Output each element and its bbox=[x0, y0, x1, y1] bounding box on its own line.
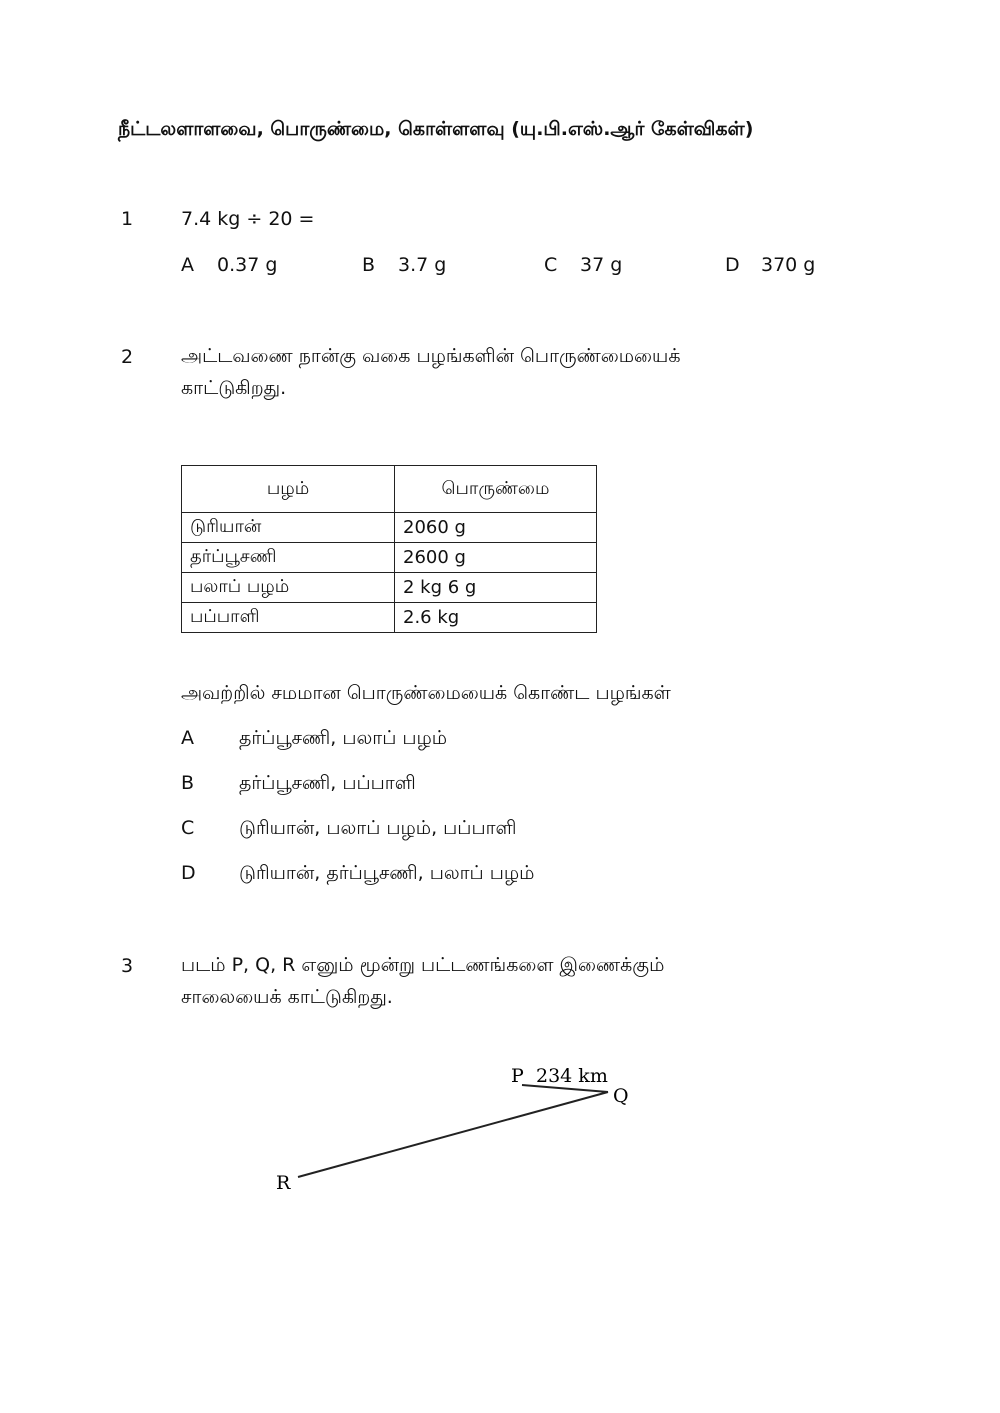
option-letter: A bbox=[181, 727, 194, 749]
road-diagram bbox=[270, 1045, 640, 1205]
table-row bbox=[182, 603, 597, 633]
option-letter: D bbox=[181, 862, 196, 884]
q1-option-d[interactable] bbox=[725, 254, 815, 276]
question-3-line-1: படம் P, Q, R எனும் மூன்று பட்டணங்களை இணைக்கும் bbox=[181, 954, 665, 976]
q2-option-b[interactable] bbox=[181, 772, 416, 797]
question-1-text: 7.4 kg ÷ 20 = bbox=[181, 208, 315, 230]
table-row bbox=[182, 513, 597, 543]
question-3-number: 3 bbox=[121, 955, 134, 977]
option-letter: A bbox=[181, 254, 194, 276]
table-header-fruit: பழம் bbox=[182, 466, 395, 513]
question-2-prompt: அவற்றில் சமமான பொருண்மையைக் கொண்ட பழங்கள் bbox=[181, 682, 671, 704]
label-distance: 234 km bbox=[536, 1065, 608, 1087]
question-2-number: 2 bbox=[121, 346, 134, 368]
table-header-row bbox=[182, 466, 597, 513]
option-text: 37 g bbox=[580, 254, 623, 276]
table-cell-fruit: டுரியான் bbox=[182, 513, 395, 543]
label-r: R bbox=[276, 1172, 291, 1194]
q2-option-a[interactable] bbox=[181, 727, 447, 752]
option-letter: C bbox=[181, 817, 195, 839]
option-text: தர்ப்பூசணி, பப்பாளி bbox=[239, 772, 416, 794]
option-letter: B bbox=[362, 254, 376, 276]
table-cell-mass: 2060 g bbox=[395, 513, 597, 543]
table-cell-fruit: பப்பாளி bbox=[182, 603, 395, 633]
label-p: P bbox=[511, 1065, 524, 1087]
table-cell-mass: 2.6 kg bbox=[395, 603, 597, 633]
table-cell-fruit: பலாப் பழம் bbox=[182, 573, 395, 603]
q1-option-c[interactable] bbox=[544, 254, 622, 276]
option-text: டுரியான், பலாப் பழம், பப்பாளி bbox=[239, 817, 517, 839]
q2-option-c[interactable] bbox=[181, 817, 517, 842]
page-title: நீட்டலளாளவை, பொருண்மை, கொள்ளளவு (யு.பி.எஸ்.ஆர் கேள்விகள்) bbox=[118, 118, 754, 140]
option-text: 370 g bbox=[761, 254, 816, 276]
question-3-line-2: சாலையைக் காட்டுகிறது. bbox=[181, 986, 393, 1008]
label-q: Q bbox=[613, 1085, 629, 1107]
table-cell-mass: 2600 g bbox=[395, 543, 597, 573]
table-cell-fruit: தர்ப்பூசணி bbox=[182, 543, 395, 573]
option-text: 3.7 g bbox=[398, 254, 447, 276]
table-row bbox=[182, 573, 597, 603]
table-header-mass: பொருண்மை bbox=[395, 466, 597, 513]
question-2-line-1: அட்டவணை நான்கு வகை பழங்களின் பொருண்மையைக் bbox=[181, 345, 681, 367]
q1-option-a[interactable] bbox=[181, 254, 277, 276]
q2-option-d[interactable] bbox=[181, 862, 534, 887]
question-2-line-2: காட்டுகிறது. bbox=[181, 377, 287, 399]
option-text: 0.37 g bbox=[217, 254, 278, 276]
option-letter: B bbox=[181, 772, 195, 794]
fruit-mass-table bbox=[181, 465, 597, 633]
road-diagram-svg bbox=[270, 1045, 640, 1205]
q1-option-b[interactable] bbox=[362, 254, 446, 276]
option-letter: D bbox=[725, 254, 740, 276]
table-cell-mass: 2 kg 6 g bbox=[395, 573, 597, 603]
question-1-number: 1 bbox=[121, 208, 134, 230]
road-r-q bbox=[298, 1092, 608, 1177]
option-text: தர்ப்பூசணி, பலாப் பழம் bbox=[239, 727, 448, 749]
option-text: டுரியான், தர்ப்பூசணி, பலாப் பழம் bbox=[239, 862, 535, 884]
option-letter: C bbox=[544, 254, 558, 276]
table-row bbox=[182, 543, 597, 573]
